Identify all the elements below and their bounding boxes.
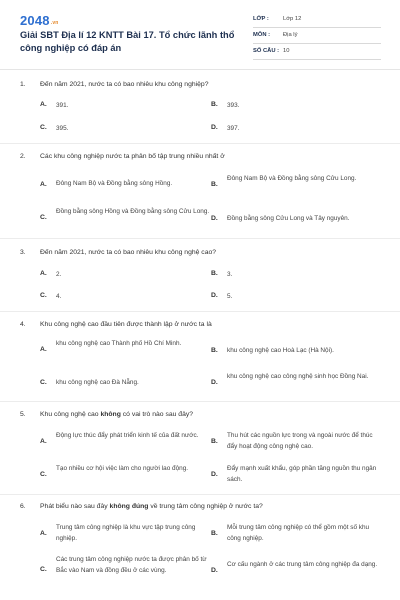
option-letter: B. [211,347,218,354]
option-text: Cơ cấu ngành ở các trung tâm công nghiệp đa dạng. [227,561,378,568]
option-text: 395. [56,125,69,132]
option-text: 5. [227,293,233,300]
header-divider [0,69,400,70]
option-letter: C. [40,566,47,573]
option-letter: D. [211,567,218,574]
option-text: 2. [56,271,62,278]
option-text: 393. [227,102,240,109]
meta-label: SỐ CÂU : [253,48,280,54]
question-text: Đến năm 2021, nước ta có bao nhiêu khu công nghệ cao? [40,249,217,256]
option-text: Đồng bằng sông Hồng và Đồng bằng sông Cửu Long. [56,208,210,215]
question-number: 1. [20,81,26,88]
question-divider [0,143,400,144]
option-letter: C. [40,124,47,131]
option-text: Trung tâm công nghiệp là khu vực tập trung công nghiệp. [56,524,196,542]
question-text: Các khu công nghiệp nước ta phân bố tập trung nhiều nhất ở [40,153,225,160]
question-number: 5. [20,411,26,418]
meta-row-count [253,44,381,60]
option-text: Mỗi trung tâm công nghiệp có thể gồm một số khu công nghiệp. [227,524,370,542]
question-number: 6. [20,503,26,510]
option-letter: D. [211,471,218,478]
option-text: khu công nghệ cao Đà Nẵng. [56,379,139,386]
option-letter: B. [211,270,218,277]
option-letter: A. [40,270,47,277]
meta-row-subject [253,28,381,44]
meta-row-class [253,12,381,28]
option-letter: C. [40,214,47,221]
option-text: Đồng bằng sông Cửu Long và Tây nguyên. [227,215,350,222]
option-letter: B. [211,530,218,537]
option-letter: A. [40,346,47,353]
option-letter: B. [211,438,218,445]
question-number: 4. [20,321,26,328]
question-divider [0,494,400,495]
option-text: 391. [56,102,69,109]
document-title: Giải SBT Địa lí 12 KNTT Bài 17. Tổ chức lãnh thổ công nghiệp có đáp án [20,30,235,53]
question-text: Khu công nghệ cao đầu tiên được thành lập ở nước ta là [40,321,212,328]
option-text: Thu hút các nguồn lực trong và ngoài nước để thúc đẩy hoạt động công nghệ cao. [227,432,373,450]
option-letter: D. [211,124,218,131]
option-letter: D. [211,292,218,299]
option-text: 4. [56,293,62,300]
option-letter: A. [40,438,47,445]
option-letter: C. [40,379,47,386]
meta-value: 10 [283,48,290,54]
option-letter: C. [40,292,47,299]
option-text: Các trung tâm công nghiệp nước ta được phân bố từ Bắc vào Nam và đồng đều ở các vùng. [56,556,207,574]
meta-label: LỚP : [253,16,269,22]
option-text: Đẩy mạnh xuất khẩu, góp phần tăng nguồn thu ngân sách. [227,465,377,483]
option-letter: D. [211,379,218,386]
option-text: Động lực thúc đẩy phát triển kinh tế của đất nước. [56,432,199,439]
option-text: 3. [227,271,233,278]
option-text: Đông Nam Bộ và Đồng bằng sông Cửu Long. [227,175,357,182]
option-text: Tạo nhiều cơ hội việc làm cho người lao động. [56,465,189,472]
meta-label: MÔN : [253,32,271,38]
option-letter: B. [211,181,218,188]
option-letter: B. [211,101,218,108]
option-letter: A. [40,101,47,108]
option-letter: D. [211,215,218,222]
document-meta [253,12,381,60]
question-divider [0,311,400,312]
question-number: 3. [20,249,26,256]
question-text: Khu công nghệ cao không có vai trò nào sau đây? [40,411,194,418]
question-divider [0,401,400,402]
document-header [0,0,400,68]
option-letter: C. [40,471,47,478]
option-text: 397. [227,125,240,132]
question-divider [0,238,400,239]
site-logo[interactable]: 2048.vn [20,13,59,28]
meta-value: Lớp 12 [283,16,302,22]
question-text: Đến năm 2021, nước ta có bao nhiêu khu công nghiệp? [40,81,209,88]
option-letter: A. [40,181,47,188]
option-letter: A. [40,530,47,537]
option-text: khu công nghệ cao Hoà Lạc (Hà Nội). [227,347,334,354]
option-text: Đông Nam Bộ và Đồng bằng sông Hồng. [56,180,173,187]
question-number: 2. [20,153,26,160]
option-text: khu công nghệ cao Thành phố Hồ Chí Minh. [56,340,182,347]
meta-value: Địa lý [283,32,298,38]
question-text: Phát biểu nào sau đây không đúng về trung tâm công nghiệp ở nước ta? [40,503,263,510]
option-text: khu công nghệ cao công nghệ sinh học Đồng Nai. [227,373,369,380]
